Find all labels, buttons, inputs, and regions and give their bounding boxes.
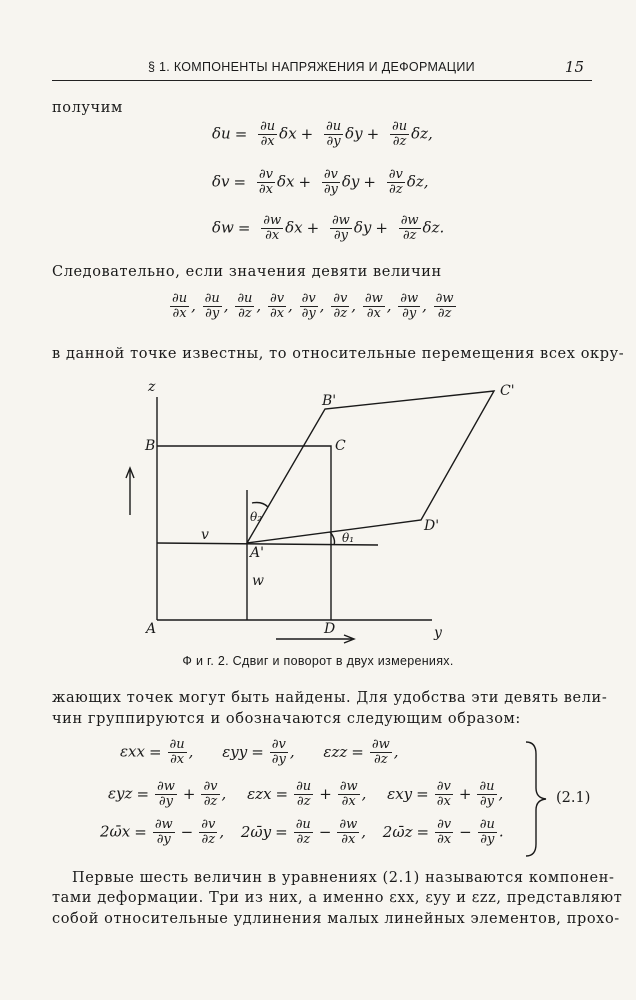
label-b-prime: B'	[322, 393, 337, 409]
label-y: y	[434, 625, 442, 641]
equation-du: δu = $\frac{\partial u}{\partial x}$ δx + $\frac{\partial u}{\partial y}$ δy + $\frac{\partial u}{\partial z}$ δz,	[212, 119, 433, 149]
label-b: B	[145, 438, 156, 454]
label-a: A	[146, 621, 157, 637]
strain-row-2: εyz = $\frac{\partial w}{\partial y}$ + $\frac{\partial v}{\partial z}$ , εzx = $\frac{\partial u}{\partial z}$ + $\frac{\partial w}{\partial x}$ , εxy = $\frac{\partial v}{\partial x}$ + $\frac{\partial u}{\partial y}$ ,	[108, 779, 504, 809]
label-v: v	[201, 527, 209, 543]
figure-caption: Ф и г. 2. Сдвиг и поворот в двух измерениях.	[182, 654, 454, 668]
paragraph-1: получим	[52, 100, 123, 116]
square-abcd	[157, 446, 331, 620]
label-w: w	[252, 573, 264, 589]
label-d: D	[324, 621, 336, 637]
paragraph-2: Следовательно, если значения девяти величин	[52, 264, 442, 280]
paragraph-8: собой относительные удлинения малых линейных элементов, прохо-	[52, 911, 620, 927]
label-d-prime: D'	[424, 518, 440, 534]
nine-derivatives: $\frac{\partial u}{\partial x}$ , $\frac{\partial u}{\partial y}$ , $\frac{\partial u}{\partial z}$ , $\frac{\partial v}{\partial x}$ , $\frac{\partial v}{\partial y}$ , $\frac{\partial v}{\partial z}$ , $\frac{\partial w}{\partial x}$ , $\frac{\partial w}{\partial y}$ , $\frac{\partial w}{\partial z}$	[172, 291, 454, 321]
label-z: z	[148, 379, 156, 395]
shear-figure	[0, 375, 636, 675]
header-title: § 1. КОМПОНЕНТЫ НАПРЯЖЕНИЯ И ДЕФОРМАЦИИ	[148, 60, 475, 74]
paragraph-6: Первые шесть величин в уравнениях (2.1) называются компонен-	[72, 870, 615, 886]
label-theta2: θ₂	[250, 510, 263, 524]
deformed-parallelogram	[247, 391, 494, 543]
page-number: 15	[564, 58, 584, 76]
label-a-prime: A'	[250, 545, 264, 561]
strain-row-1: εxx = $\frac{\partial u}{\partial x}$ , εyy = $\frac{\partial v}{\partial y}$ , εzz = $\frac{\partial w}{\partial z}$ ,	[120, 737, 399, 767]
equation-number: (2.1)	[556, 790, 591, 806]
paragraph-5: чин группируются и обозначаются следующим образом:	[52, 711, 521, 727]
running-header	[52, 60, 592, 81]
paragraph-4: жающих точек могут быть найдены. Для удобства эти девять вели-	[52, 690, 608, 706]
label-c: C	[335, 438, 346, 454]
label-c-prime: C'	[500, 383, 515, 399]
paragraph-3: в данной точке известны, то относительные перемещения всех окру-	[52, 346, 625, 362]
equation-dw: δw = $\frac{\partial w}{\partial x}$ δx + $\frac{\partial w}{\partial y}$ δy + $\frac{\partial w}{\partial z}$ δz.	[212, 213, 445, 243]
right-brace	[522, 740, 552, 858]
angle-theta2-arc	[252, 503, 268, 508]
paragraph-7: тами деформации. Три из них, а именно εxx, εyy и εzz, представляют	[52, 890, 623, 906]
strain-row-3: 2ω̄x = $\frac{\partial w}{\partial y}$ − $\frac{\partial v}{\partial z}$ , 2ω̄y = $\frac{\partial u}{\partial z}$ − $\frac{\partial w}{\partial x}$ , 2ω̄z = $\frac{\partial v}{\partial x}$ − $\frac{\partial u}{\partial y}$ .	[100, 817, 504, 847]
equation-dv: δv = $\frac{\partial v}{\partial x}$ δx + $\frac{\partial v}{\partial y}$ δy + $\frac{\partial v}{\partial z}$ δz,	[212, 167, 429, 197]
label-theta1: θ₁	[342, 531, 355, 545]
